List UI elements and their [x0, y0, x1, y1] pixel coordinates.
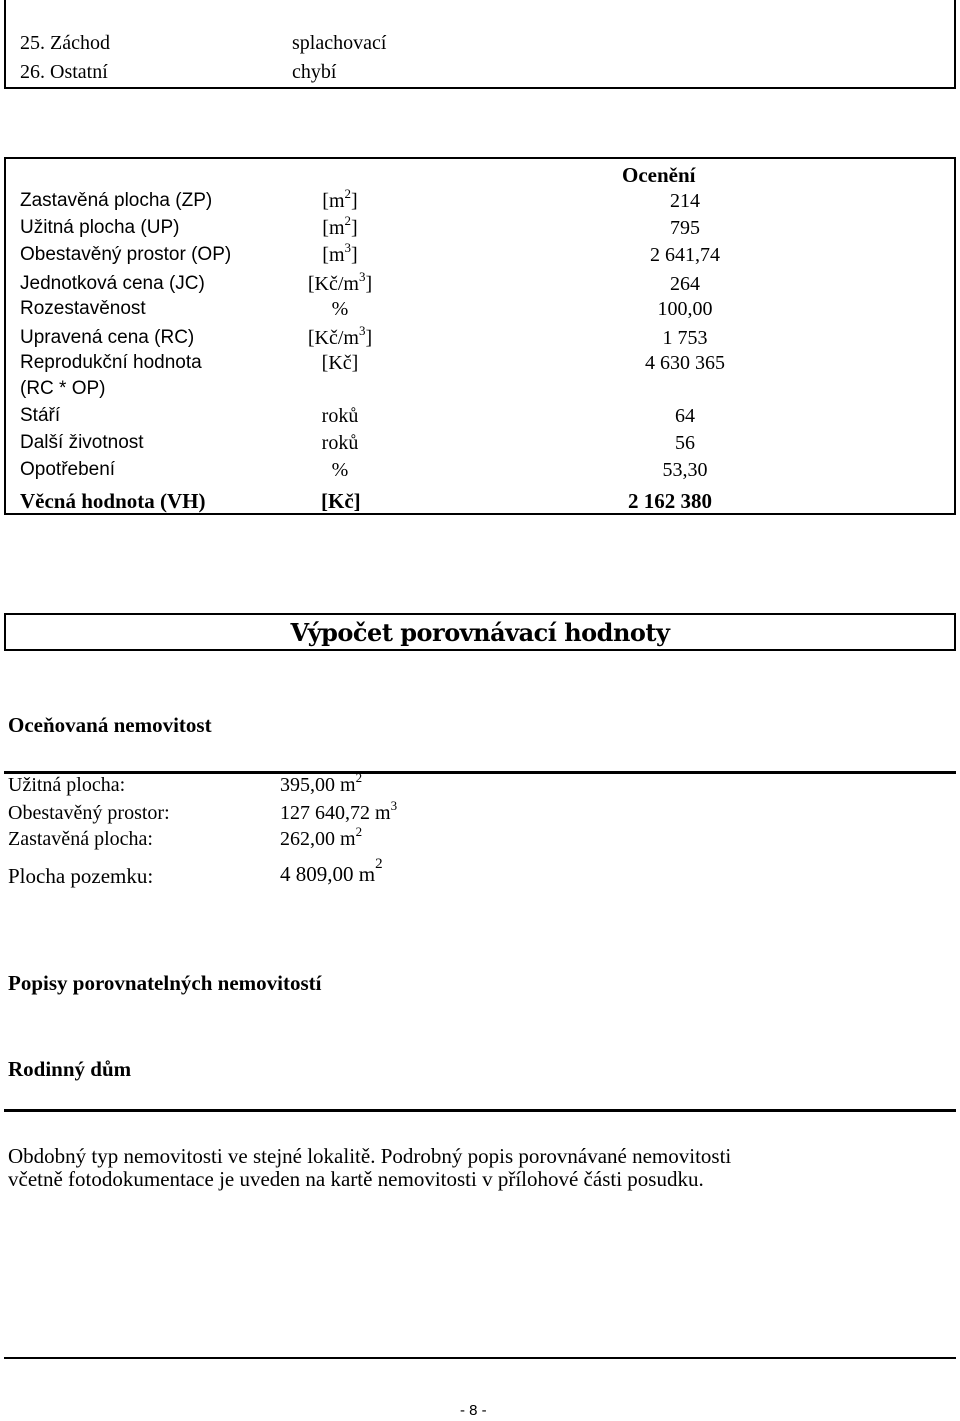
equipment-value-1: chybí — [292, 61, 337, 83]
property-divider — [4, 771, 956, 774]
equipment-label-0: 25. Záchod — [20, 32, 110, 54]
total-label: Věcná hodnota (VH) — [20, 489, 206, 513]
property-value-2: 262,00 $m^2$ — [280, 824, 363, 850]
valuation-row-value: 4 630 365 — [645, 352, 725, 374]
valuation-row-unit: $[m^2]$ — [322, 186, 358, 212]
valuation-row-label-cont: (RC * OP) — [20, 378, 106, 399]
description-line-2: včetně fotodokumentace je uveden na kartě nemovitosti v přílohové části posudku. — [8, 1167, 704, 1191]
equipment-value-0: splachovací — [292, 32, 387, 54]
comparable-divider — [4, 1109, 956, 1112]
property-value-0: 395,00 $m^2$ — [280, 770, 363, 796]
valuation-row-unit: % — [331, 459, 349, 481]
valuation-row-value: 100,00 — [657, 298, 713, 320]
valuation-row-value: 795 — [670, 217, 700, 239]
valuation-row-value: 1 753 — [662, 327, 708, 349]
valuation-row-value: 264 — [670, 273, 700, 295]
description-line-1: Obdobný typ nemovitosti ve stejné lokalitě. Podrobný popis porovnávané nemovitosti — [8, 1144, 732, 1168]
valuation-row-unit: $[m^2]$ — [322, 213, 358, 239]
valuation-row-unit: $[m^3]$ — [322, 240, 358, 266]
valuation-row-label: Upravená cena (RC) — [20, 327, 195, 348]
valuation-row-value: 64 — [675, 405, 695, 427]
valuation-row-label: Zastavěná plocha (ZP) — [20, 190, 213, 211]
valuation-row-unit: roků — [321, 432, 359, 454]
property-heading: Oceňovaná nemovitost — [8, 713, 212, 737]
valuation-row-value: 2 641,74 — [650, 244, 720, 266]
total-unit: [Kč] — [321, 489, 361, 513]
property-value-1: 127 640,72 $m^3$ — [280, 798, 398, 824]
total-value: 2 162 380 — [628, 489, 712, 513]
valuation-row-unit: $[Kč/m^3]$ — [307, 323, 373, 349]
page-number: - 8 - — [460, 1402, 487, 1419]
valuation-row-label: Rozestavěnost — [20, 298, 146, 319]
valuation-row-unit: [Kč] — [321, 352, 359, 374]
valuation-row-label: Stáří — [20, 405, 61, 426]
valuation-row-label: Užitná plocha (UP) — [20, 217, 180, 238]
comparables-heading: Popisy porovnatelných nemovitostí — [8, 971, 322, 995]
valuation-row-label: Obestavěný prostor (OP) — [20, 244, 232, 265]
valuation-row-label: Reprodukční hodnota — [20, 352, 202, 373]
valuation-row-label: Opotřebení — [20, 459, 116, 480]
valuation-row-value: 56 — [675, 432, 695, 454]
property-label-3: Plocha pozemku: — [8, 864, 154, 888]
valuation-row-unit: % — [331, 298, 349, 320]
equipment-label-1: 26. Ostatní — [20, 61, 108, 83]
property-label-0: Užitná plocha: — [8, 774, 126, 796]
valuation-row-value: 214 — [670, 190, 700, 212]
property-value-3: 4 809,00 $m^2$ — [280, 856, 383, 886]
valuation-row-label: Další životnost — [20, 432, 144, 453]
property-label-2: Zastavěná plocha: — [8, 828, 153, 850]
valuation-row-unit: roků — [321, 405, 359, 427]
valuation-row-label: Jednotková cena (JC) — [20, 273, 205, 294]
equipment-box — [4, 0, 956, 89]
valuation-row-value: 53,30 — [662, 459, 708, 481]
valuation-row-unit: $[Kč/m^3]$ — [307, 269, 373, 295]
section-title: Výpočet porovnávací hodnoty — [290, 618, 670, 647]
property-label-1: Obestavěný prostor: — [8, 802, 170, 824]
comparable-type: Rodinný dům — [8, 1057, 132, 1081]
footer-divider — [4, 1357, 956, 1359]
valuation-header: Ocenění — [622, 163, 696, 187]
